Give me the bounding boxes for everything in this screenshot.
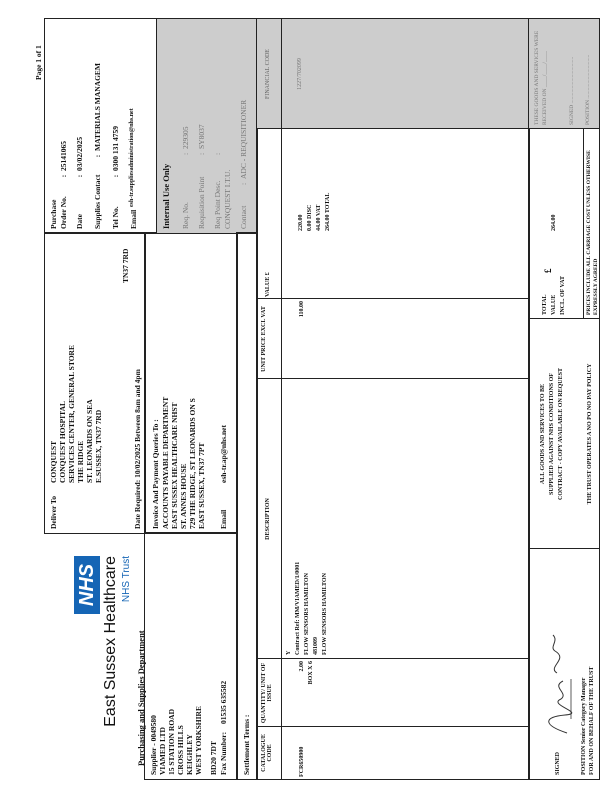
address-line: CROSS HILLS [176,725,185,775]
terms-line: CONTRACT - COPY AVAILABLE ON REQUEST [558,368,564,500]
pound-sign: £ [543,268,553,273]
header-value: VALUE £ [265,272,271,297]
on-behalf-line: FOR AND ON BEHALF OF THE TRUST [589,666,595,775]
footer-divider [529,128,599,129]
row-description [285,562,330,655]
supplier-heading [149,715,158,775]
value-line: 44.00 VAT [316,204,322,231]
req-no-row: Req. No. : 229305 [181,126,190,229]
telephone-row: Tel No. : 0300 131 4759 [111,126,120,229]
deliver-postcode: TN37 7RD [121,248,130,283]
supplier-address [158,706,203,775]
date-required: Date Required: 10/02/2025 Between 8am and 4pm [133,369,142,529]
req-desc-label: Req Point Desc. [213,180,222,229]
order-email: esh-tr.suppliesadministration@nhs.net [129,108,135,207]
invoice-email: esh-tr.ap@nhs.net [219,425,228,483]
internal-contact-label: Contact [239,205,248,229]
row-catalogue: FCR650900 [299,746,305,777]
order-email-label: Email [129,209,138,229]
invoice-heading: Invoice And Payment Queries To : [151,419,160,529]
column-divider [257,128,529,129]
address-line: EAST SUSSEX, TN37 7PT [197,442,206,529]
order-email-row [129,108,138,229]
value-line: 0.00 DISC [307,204,313,231]
received-text: THESE GOODS AND SERVICES WERE RECEIVED ON ____/____/____ [534,30,548,125]
org-subtitle: NHS Trust [121,556,132,603]
settlement-label: Settlement Terms : [242,714,251,775]
purchase-order-sheet [30,20,605,780]
address-line: ST. LEONARDS ON SEA [85,399,94,483]
department-name: Purchasing and Supplies Department [136,630,146,766]
order-date-label: Date [75,214,84,229]
total-label-line: INCL. OF VAT [560,276,566,315]
items-table [256,18,530,780]
invoice-block [144,232,238,534]
contract-terms [539,321,566,547]
column-divider [257,298,529,299]
carriage-rule [583,129,584,319]
supplier-code: 0049580 [149,715,158,742]
address-line: ST. ANNES HOUSE [179,463,188,529]
address-line: WEST YORKSHIRE [194,706,203,775]
purchase-label: Purchase [49,199,58,229]
order-info-block [44,18,158,234]
row-unit: BOX X 6 [308,661,314,685]
telephone-number: 0300 131 4759 [111,126,120,171]
description-line: Y [286,650,292,655]
req-point-row: Requisition Point : SY8037 [197,124,206,229]
footer-divider [529,318,599,319]
no-po-policy: THE TRUST OPERATES A NO PO NO PAY POLICY [587,363,593,505]
total-labels [541,276,568,315]
header-catalogue: CATALOGUE CODE [261,734,273,772]
req-point-label: Requisition Point [197,176,206,229]
address-line: 15 STATION ROAD [167,709,176,775]
internal-use-block [156,18,258,234]
nhs-logo: NHS [74,556,100,614]
value-line: 220.00 [298,214,304,231]
column-divider [257,726,529,727]
value-line: 264.00 TOTAL [325,192,331,231]
address-line: EAST SUSSEX HEALTHCARE NHST [170,402,179,529]
order-number-row: Order No. : 25141065 [59,141,68,229]
req-desc: CONQUEST I.T.U. [223,169,232,229]
row-values [297,193,333,231]
internal-contact-row: Contact : ADC - REQUISITIONER [239,99,248,229]
total-label-line: TOTAL [542,294,548,315]
address-line: KEIGHLEY [185,734,194,775]
internal-use-title: Internal Use Only [161,163,171,229]
address-line: CONQUEST HOSPITAL [58,400,67,483]
invoice-email-label: Email [219,509,228,529]
telephone-label: Tel No. [111,206,120,229]
order-date-row: Date : 03/02/2025 [75,136,84,229]
address-line: THE RIDGE [76,440,85,483]
footer-block [528,18,600,780]
row-unit-price: 110.00 [299,301,305,318]
received-signed: SIGNED .................................. [569,56,575,125]
address-line: 729 THE RIDGE, ST LEONARDS ON S [188,398,197,529]
carriage-note: PRICES INCLUDE ALL CARRIAGE COST UNLESS OTHERWISE EXPRESSLY AGREED [586,150,599,315]
supplies-contact: MATERIALS MANAGEM [93,63,102,151]
address-line: VIAMED LTD [158,727,167,775]
settlement-terms [236,232,258,780]
header-quantity: QUANTITY/ UNIT OF ISSUE [261,662,273,724]
header-unit-price: UNIT PRICE EXCL VAT [261,306,267,372]
address-line: E.SUSSEX, TN37 7RD [94,409,103,483]
address-line: ACCOUNTS PAYABLE DEPARTMENT [161,396,170,529]
invoice-address [161,397,206,529]
supplier-postcode: BD20 7DT [209,741,218,775]
signature-mark [535,629,579,739]
total-value: 264.00 [551,214,557,231]
total-label-line: VALUE [551,294,557,315]
req-no-label: Req. No. [181,202,190,229]
fax-label: Fax Number: [219,731,228,775]
address-line: SERVICES CENTER, GENERAL STORE [67,345,76,483]
terms-line: ALL GOODS AND SERVICES TO BE [540,383,546,485]
supplier-block [144,532,238,780]
row-quantity: 2.00 [299,661,305,672]
deliver-to-block [44,232,146,534]
req-no: 229305 [181,126,190,149]
internal-contact: ADC - REQUISITIONER [239,99,248,179]
org-name: East Sussex Healthcare [102,556,119,727]
req-point: SY8037 [197,124,206,149]
order-number-label: Order No. [59,196,68,229]
order-number: 25141065 [59,141,68,171]
deliver-to-address [49,345,103,483]
description-line: Contract Ref: MM/VIAMED/1/0001 [295,561,301,655]
deliver-to-label: Deliver To [49,496,58,529]
position-line: POSITION Senior Category Manager [581,677,587,775]
supplier-label: Supplier - [149,743,158,775]
req-desc-row: Req Point Desc. : [213,152,222,229]
header-financial: FINANCIAL CODE [265,49,271,99]
page-number: Page 1 of 1 [34,45,43,80]
supplies-contact-label: Supplies Contact [93,174,102,229]
terms-line: SUPPLIED AGAINST NHS CONDITIONS OF [549,373,555,495]
order-date: 03/02/2025 [75,136,84,171]
nhs-branding [74,550,144,780]
description-line: 481009 [313,637,319,655]
signed-label: SIGNED [555,751,561,775]
description-line: FLOW SENSORS HAMILTON [322,573,328,655]
row-financial-code: 1227/702099 [297,58,303,90]
header-rule [281,19,282,779]
received-position: POSITION ................................ [585,54,591,125]
fax-row [219,681,228,775]
fax-number: 01535 635582 [219,680,228,724]
footer-divider [529,548,599,549]
received-box [529,19,599,128]
column-divider [257,378,529,379]
address-line: CONQUEST [49,440,58,483]
column-divider [257,658,529,659]
description-line: FLOW SENSORS HAMILTON [304,573,310,655]
header-description: DESCRIPTION [265,498,271,540]
supplies-contact-row: Supplies Contact : MATERIALS MANAGEM [93,63,102,229]
